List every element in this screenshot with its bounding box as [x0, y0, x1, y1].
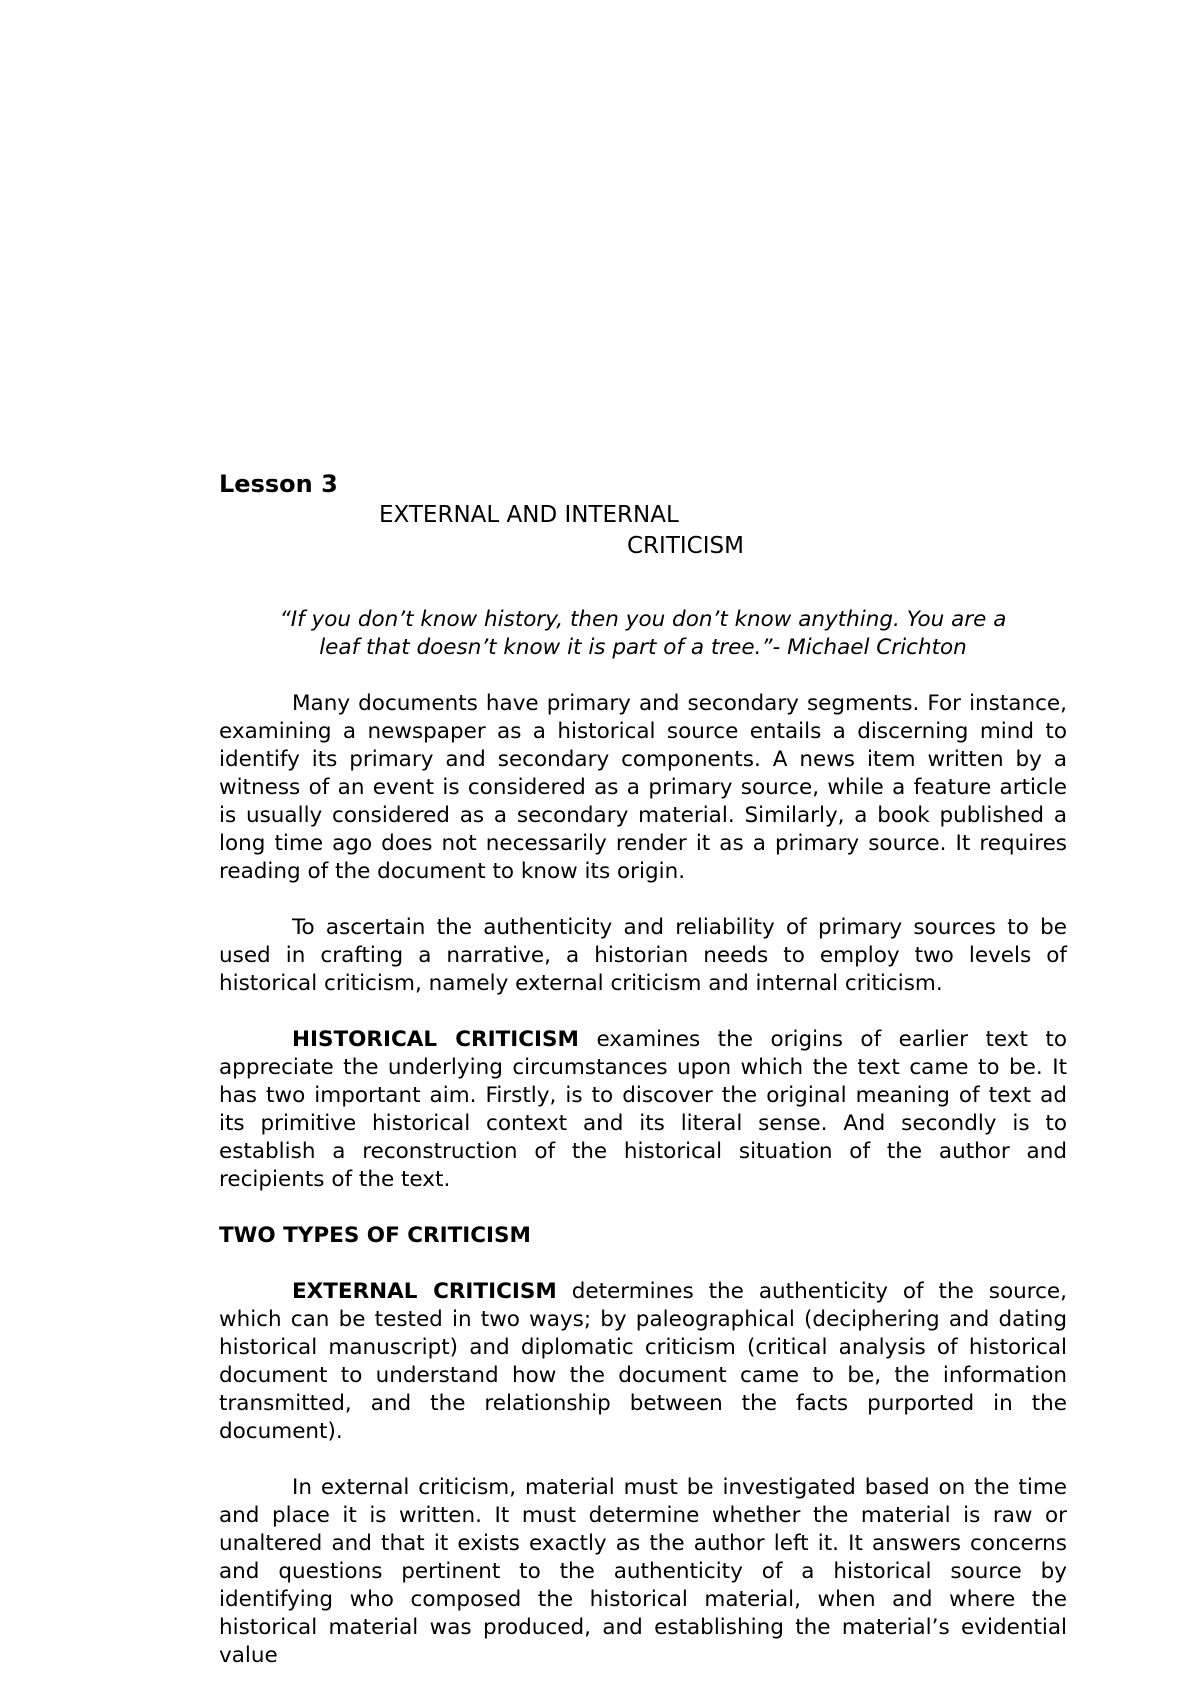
page-content	[219, 468, 1067, 1670]
paragraph-external-criticism	[219, 1278, 1067, 1446]
quote-line-2: leaf that doesn’t know it is part of a tree.”- Michael Crichton	[319, 635, 967, 660]
lesson-title-line-1: EXTERNAL AND INTERNAL	[379, 502, 679, 528]
paragraph-historical-criticism	[219, 1026, 1067, 1194]
lesson-title-line-2: CRITICISM	[627, 533, 744, 559]
quote-line-1: “If you don’t know history, then you don’t know anything. You are a	[279, 607, 1007, 632]
term-historical-criticism: HISTORICAL CRITICISM	[292, 1027, 579, 1052]
lesson-label: Lesson 3	[219, 470, 338, 498]
epigraph-quote	[219, 606, 1067, 662]
term-external-criticism: EXTERNAL CRITICISM	[292, 1279, 557, 1304]
paragraph-authenticity: To ascertain the authenticity and reliability of primary sources to be used in crafting a narrative, a historian needs to employ two levels of historical criticism, namely external criticism and internal criticism.	[219, 915, 1067, 996]
section-heading-two-types: TWO TYPES OF CRITICISM	[219, 1223, 531, 1248]
paragraph-historical-criticism-text: examines the origins of earlier text to appreciate the underlying circumstances upon which the text came to be. It has two important aim. Firstly, is to discover the original meaning of text ad its primitive historical context and its literal sense. And secondly is to establish a reconstruction of the historical situation of the author and recipients of the text.	[219, 1027, 1067, 1192]
paragraph-external-criticism-detail: In external criticism, material must be investigated based on the time and place it is written. It must determine whether the material is raw or unaltered and that it exists exactly as the author left it. It answers concerns and questions pertinent to the authenticity of a historical source by identifying who composed the historical material, when and where the historical material was produced, and establishing the material’s evidential value	[219, 1475, 1067, 1668]
paragraph-primary-secondary: Many documents have primary and secondary segments. For instance, examining a newspaper as a historical source entails a discerning mind to identify its primary and secondary components. A news item written by a witness of an event is considered as a primary source, while a feature article is usually considered as a secondary material. Similarly, a book published a long time ago does not necessarily render it as a primary source. It requires reading of the document to know its origin.	[219, 691, 1067, 884]
paragraph-external-criticism-text: determines the authenticity of the source, which can be tested in two ways; by paleographical (deciphering and dating historical manuscript) and diplomatic criticism (critical analysis of historical document to understand how the document came to be, the information transmitted, and the relationship between the facts purported in the document).	[219, 1279, 1067, 1444]
